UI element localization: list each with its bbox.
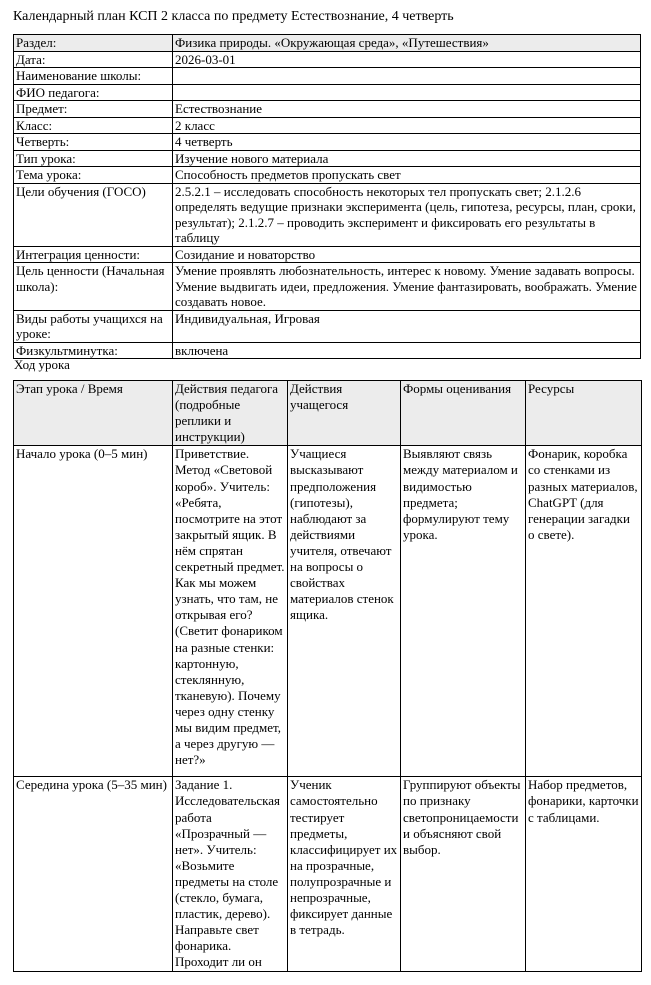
info-label: Наименование школы:: [14, 68, 173, 85]
info-row: [14, 117, 641, 134]
info-row: [14, 35, 641, 52]
info-value: 4 четверть: [173, 134, 641, 151]
info-value: Созидание и новаторство: [173, 246, 641, 263]
info-label: Четверть:: [14, 134, 173, 151]
cell-resources: Набор предметов, фонарики, карточки с таблицами.: [526, 777, 642, 971]
cell-stage: Середина урока (5–35 мин): [14, 777, 173, 971]
info-row: [14, 246, 641, 263]
info-value: [173, 84, 641, 101]
plan-row-start: [14, 446, 642, 777]
info-value: 2 класс: [173, 117, 641, 134]
info-value: Изучение нового материала: [173, 150, 641, 167]
info-value: Индивидуальная, Игровая: [173, 310, 641, 342]
info-value: включена: [173, 342, 641, 359]
cell-teacher-actions: Приветствие. Метод «Световой короб». Учитель: «Ребята, посмотрите на этот закрытый ящик. В нём спрятан секретный предмет. Как мы можем узнать, что там, не открывая его? (Светит фонариком на разные стенки: картонную, стеклянную, тканевую). Почему через одну стенку мы видим предмет, а через другую — нет?»: [173, 446, 288, 777]
info-value: [173, 68, 641, 85]
info-label: Тема урока:: [14, 167, 173, 184]
info-row: [14, 150, 641, 167]
info-label: Цель ценности (Начальная школа):: [14, 263, 173, 311]
lesson-flow-heading: Ход урока: [14, 357, 70, 372]
info-value: Физика природы. «Окружающая среда», «Путешествия»: [173, 35, 641, 52]
document-title: Календарный план КСП 2 класса по предмету Естествознание, 4 четверть: [13, 9, 454, 24]
info-value: Способность предметов пропускать свет: [173, 167, 641, 184]
cell-assessment: Выявляют связь между материалом и видимостью предмета; формулируют тему урока.: [401, 446, 526, 777]
info-row: [14, 84, 641, 101]
cell-student-actions: Учащиеся высказывают предположения (гипотезы), наблюдают за действиями учителя, отвечают на вопросы о свойствах материалов стенок ящика.: [288, 446, 401, 777]
header-student-actions: Действия учащегося: [288, 381, 401, 446]
info-row: [14, 263, 641, 311]
info-row: [14, 167, 641, 184]
header-stage: Этап урока / Время: [14, 381, 173, 446]
info-row: [14, 101, 641, 118]
info-row: [14, 342, 641, 359]
info-value: Умение проявлять любознательность, интерес к новому. Умение задавать вопросы. Умение выдвигать идеи, предложения. Умение фантазировать, воображать. Умение создавать новое.: [173, 263, 641, 311]
cell-stage: Начало урока (0–5 мин): [14, 446, 173, 777]
header-resources: Ресурсы: [526, 381, 642, 446]
cell-teacher-actions: Задание 1. Исследовательская работа «Прозрачный — нет». Учитель: «Возьмите предметы на столе (стекло, бумага, пластик, дерево). Направьте свет фонарика. Проходит ли он: [173, 777, 288, 971]
info-label: Класс:: [14, 117, 173, 134]
info-label: Виды работы учащихся на уроке:: [14, 310, 173, 342]
info-row: [14, 68, 641, 85]
header-assessment: Формы оценивания: [401, 381, 526, 446]
info-value: 2.5.2.1 – исследовать способность некоторых тел пропускать свет; 2.1.2.6 определять ведущие признаки эксперимента (цель, гипотеза, ресурсы, план, сроки, результат); 2.1.2.7 – проводить эксперимент и фиксировать его результаты в таблицу: [173, 183, 641, 246]
plan-row-middle: [14, 777, 642, 971]
cell-assessment: Группируют объекты по признаку светопроницаемости и объясняют свой выбор.: [401, 777, 526, 971]
lesson-info-table: [13, 34, 641, 359]
cell-student-actions: Ученик самостоятельно тестирует предметы, классифицирует их на прозрачные, полупрозрачные и непрозрачные, фиксирует данные в тетрадь.: [288, 777, 401, 971]
info-label: Физкультминутка:: [14, 342, 173, 359]
info-value: Естествознание: [173, 101, 641, 118]
plan-header-row: [14, 381, 642, 446]
info-label: Интеграция ценности:: [14, 246, 173, 263]
info-label: Предмет:: [14, 101, 173, 118]
info-value: 2026-03-01: [173, 51, 641, 68]
info-row: [14, 310, 641, 342]
info-row: [14, 51, 641, 68]
cell-resources: Фонарик, коробка со стенками из разных материалов, ChatGPT (для генерации загадки о свете).: [526, 446, 642, 777]
info-label: Дата:: [14, 51, 173, 68]
info-label: Тип урока:: [14, 150, 173, 167]
lesson-plan-table: [13, 380, 642, 972]
info-label: Цели обучения (ГОСО): [14, 183, 173, 246]
header-teacher-actions: Действия педагога (подробные реплики и инструкции): [173, 381, 288, 446]
info-label: ФИО педагога:: [14, 84, 173, 101]
info-label: Раздел:: [14, 35, 173, 52]
info-row: [14, 183, 641, 246]
info-row: [14, 134, 641, 151]
